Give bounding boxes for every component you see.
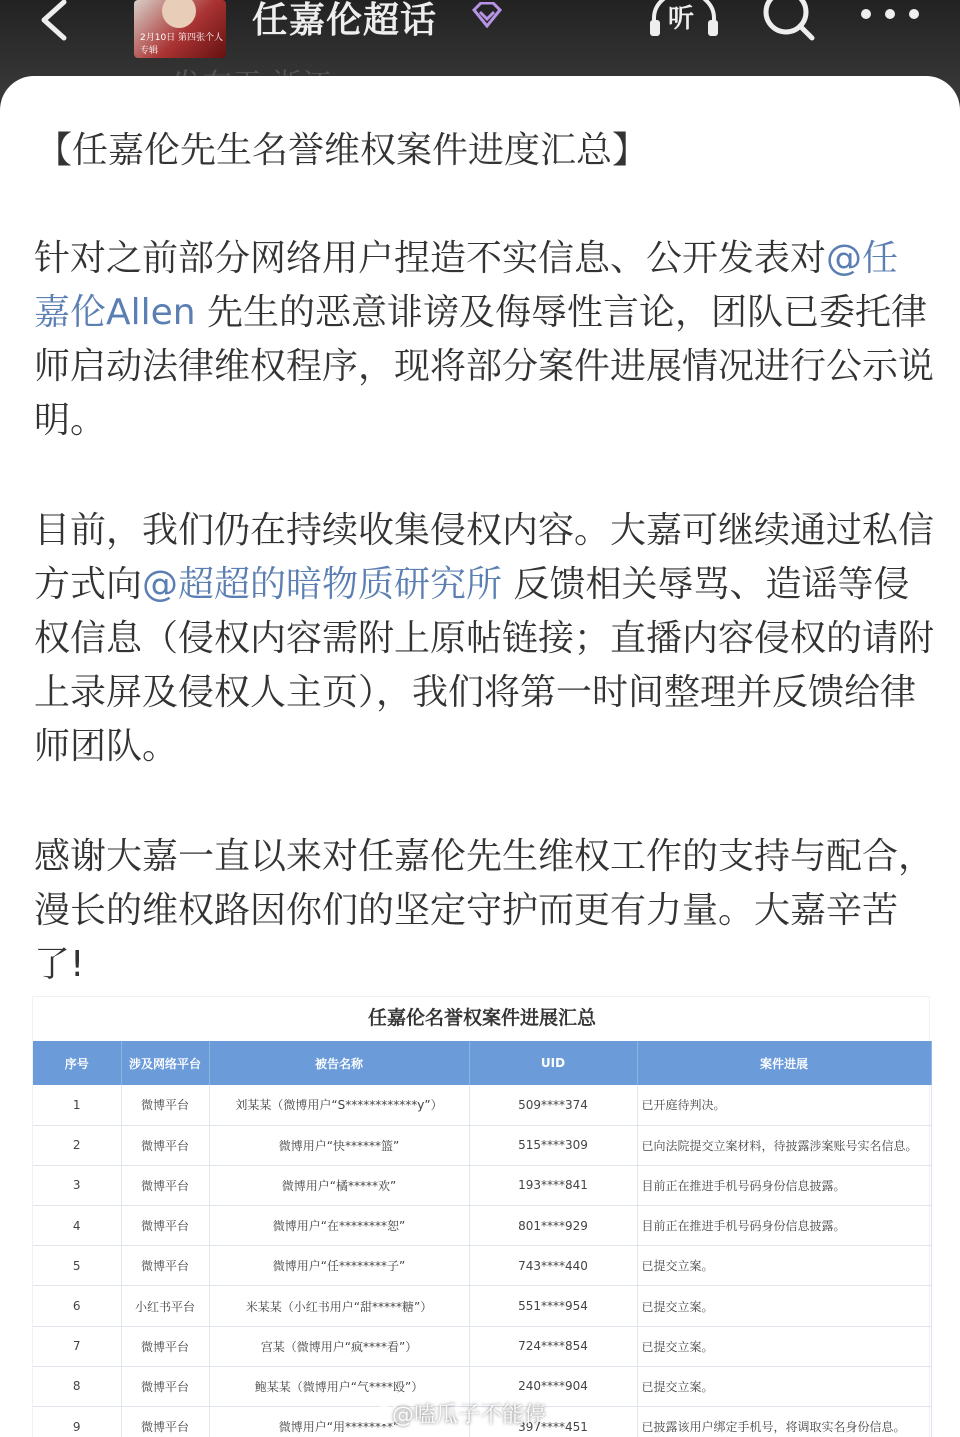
table-row: 3 微博平台 微博用户“橘*****欢” 193****841 目前正在推进手机号码身份信息披露。 bbox=[33, 1165, 931, 1205]
post-card bbox=[0, 76, 960, 1437]
post-paragraph-1: 针对之前部分网络用户捏造不实信息、公开发表对@任嘉伦Allen 先生的恶意诽谤及侮辱性言论，团队已委托律师启动法律维权程序，现将部分案件进展情况进行公示说明。 bbox=[34, 238, 935, 441]
table-title: 任嘉伦名誉权案件进展汇总 bbox=[367, 1007, 596, 1029]
col-header-platform: 涉及网络平台 bbox=[121, 1041, 209, 1085]
topic-avatar[interactable] bbox=[134, 0, 226, 58]
avatar-caption: 2月10日 第四张个人专辑 bbox=[140, 33, 224, 56]
table-row: 6 小红书平台 米某某（小红书用户“甜*****糖”） 551****954 已提交立案。 bbox=[33, 1286, 931, 1326]
listen-button[interactable] bbox=[648, 0, 720, 38]
table-row: 4 微博平台 微博用户“在********恕” 801****929 目前正在推进手机号码身份信息披露。 bbox=[33, 1206, 931, 1246]
post-paragraph-2: 目前，我们仍在持续收集侵权内容。大嘉可继续通过私信方式向@超超的暗物质研究所 反馈相关辱骂、造谣等侵权信息（侵权内容需附上原帖链接；直播内容侵权的请附上录屏及侵权人主页），我们将第一时间整理并反馈给律师团队。 bbox=[34, 510, 935, 767]
table-row: 5 微博平台 微博用户“任********子” 743****440 已提交立案。 bbox=[33, 1246, 931, 1286]
post-heading: 【任嘉伦先生名誉维权案件进度汇总】 bbox=[36, 130, 649, 171]
listen-label: 听 bbox=[668, 4, 695, 34]
col-header-progress: 案件进展 bbox=[637, 1041, 931, 1085]
mention-link-allen[interactable]: @任嘉伦Allen bbox=[34, 238, 899, 333]
post-paragraph-3: 感谢大嘉一直以来对任嘉伦先生维权工作的支持与配合，漫长的维权路因你们的坚定守护而更有力量。大嘉辛苦了! bbox=[34, 836, 935, 985]
page-title[interactable]: 任嘉伦超话 bbox=[252, 0, 438, 41]
table-row: 2 微博平台 微博用户“快******篮” 515****309 已向法院提交立案材料，待披露涉案账号实名信息。 bbox=[33, 1125, 931, 1165]
case-progress-table bbox=[33, 1041, 932, 1437]
col-header-uid: UID bbox=[469, 1041, 637, 1085]
col-header-defendant: 被告名称 bbox=[209, 1041, 469, 1085]
col-header-index: 序号 bbox=[33, 1041, 121, 1085]
more-options-icon[interactable] bbox=[858, 4, 922, 24]
mention-link-research[interactable]: @超超的暗物质研究所 bbox=[142, 564, 503, 605]
table-row: 1 微博平台 刘某某（微博用户“S************y”） 509****374 已开庭待判决。 bbox=[33, 1085, 931, 1125]
back-arrow-icon[interactable] bbox=[30, 0, 80, 50]
case-progress-image[interactable] bbox=[32, 996, 930, 1437]
table-header-row bbox=[33, 1041, 931, 1085]
table-row: 8 微博平台 鲍某某（微博用户“气****殴”） 240****904 已提交立案。 bbox=[33, 1366, 931, 1406]
watermark: @嗑瓜子不能停 bbox=[392, 1403, 547, 1428]
search-icon[interactable] bbox=[760, 0, 820, 44]
table-row: 7 微博平台 宫某（微博用户“疯****看”） 724****854 已提交立案。 bbox=[33, 1326, 931, 1366]
table-row: 9 微博平台 微博用户“用********” 397****451 已披露该用户绑定手机号，将调取实名身份信息。 bbox=[33, 1407, 931, 1437]
diamond-badge-icon bbox=[470, 2, 504, 28]
